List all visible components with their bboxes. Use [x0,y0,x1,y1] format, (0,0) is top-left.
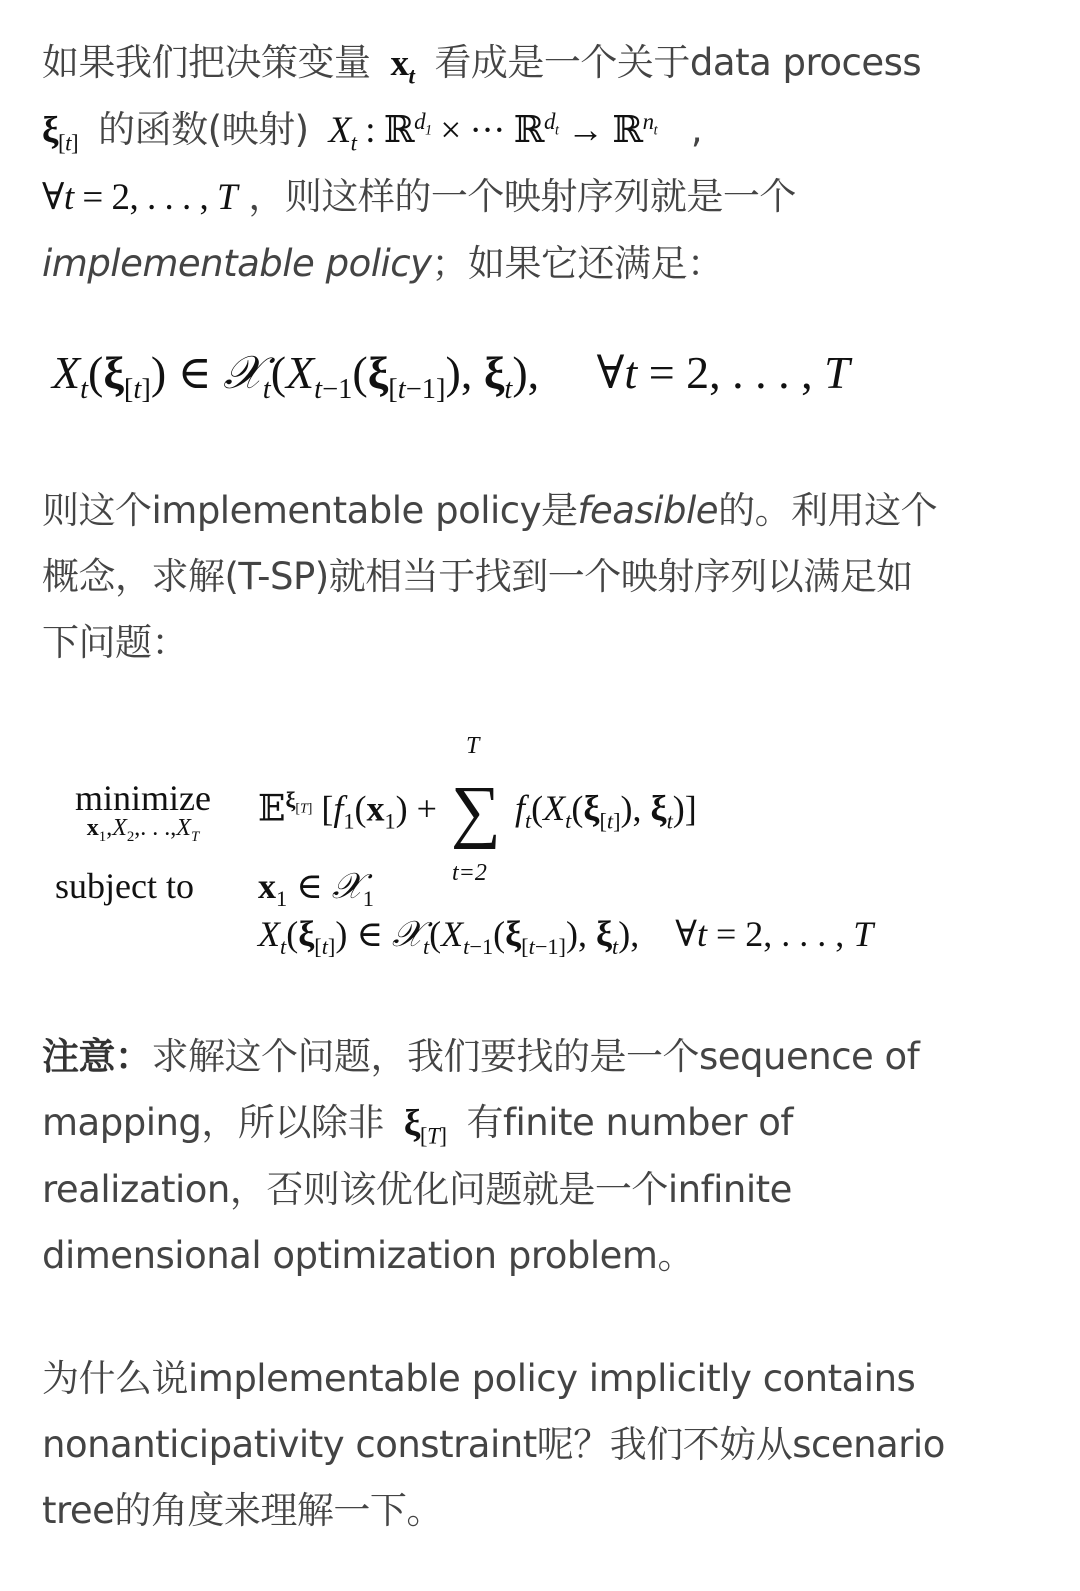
constraint-2: $X_t(\xi_{[t]})$ ∈ $𝒳_t(X_{t-1}(\xi_{[t-1]})$, $\xi_t$), ∀t = 2, . . . , T [258,914,874,960]
paragraph-definition [42,30,1050,297]
paragraph-feasible [42,478,1050,676]
text-line: 注意：求解这个问题，我们要找的是一个sequence of [42,1035,920,1078]
text-line: tree的角度来理解一下。 [42,1489,443,1532]
text-line: 概念，求解(T-SP)就相当于找到一个映射序列以满足如 [42,555,913,598]
constraint-1: $x_1$ ∈ 𝒳$_1$ [258,866,374,912]
math-x-t: $x_t$ [381,43,415,89]
subject-to-label: subject to [55,866,194,906]
text-line: 下问题： [42,621,188,664]
text-line: ∀t = 2, . . . , T ，则这样的一个映射序列就是一个 [42,175,796,218]
math-mapping: $X_t$ : ℝ$^{d_1}$ × ··· ℝ$^{d_t}$ → ℝ$^{n_t}$ [319,108,658,156]
feasibility-equation: $X_t(\xi_{[t]})$ ∈ $𝒳_t(X_{t-1}(\xi_{[t-1]})$, $\xi_t$), ∀t = 2, . . . , T [52,347,850,406]
text-line: $\xi_{[t]}$ 的函数(映射) $X_t$ : ℝ$^{d_1}$ × ··· ℝ$^{d_t}$ → ℝ$^{n_t}$ , [42,108,703,156]
note-label: 注意： [42,1035,152,1078]
paragraph-question [42,1346,1050,1544]
text-line: 则这个implementable policy是feasible的。利用这个 [42,489,938,532]
math-forall: ∀t = 2, . . . , T [42,177,238,218]
text-line: dimensional optimization problem。 [42,1234,694,1277]
text-line: implementable policy；如果它还满足： [42,242,724,285]
text-line: 如果我们把决策变量 $x_t$ 看成是一个关于data process [42,41,922,89]
math-xi-t: $\xi_{[t]}$ [42,110,79,156]
text-line: mapping，所以除非 $\xi_{[T]}$ 有finite number of [42,1101,793,1149]
minimize-label: minimize $x_1,X_2$,. . $.,X_T$ [75,778,211,845]
text-line: nonanticipativity constraint呢？我们不妨从scenario [42,1423,945,1466]
objective-expression: 𝔼$^{\xi_{[T]}}$ [$f_1(x_1)$ + T ∑ t=2 $f_t(X_t(\xi_{[t]})$, $\xi_t$)] [258,733,697,886]
summation: T ∑ t=2 [451,733,501,886]
math-xi-T: $\xi_{[T]}$ [395,1103,447,1149]
text-line: 为什么说implementable policy implicitly contains [42,1357,916,1400]
paragraph-note [42,1024,1050,1289]
text-line: realization，否则该优化问题就是一个infinite [42,1168,792,1211]
